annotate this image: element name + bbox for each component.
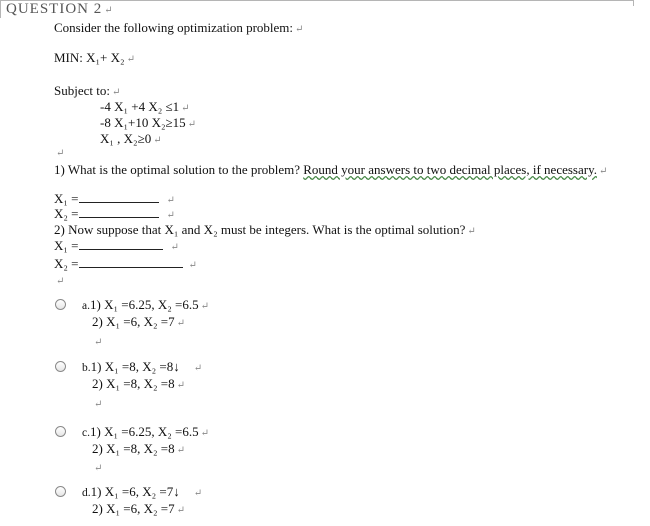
constraint-3: X₁ , X₂≥0 ↵ (100, 131, 162, 146)
blank-line (79, 256, 183, 268)
option-d-line1[interactable]: d.1) X₁ =6, X₂ =7↓ ↵ (82, 484, 203, 499)
option-a-line1[interactable]: a.1) X₁ =6.25, X₂ =6.5 ↵ (82, 297, 209, 312)
answer-blank-x1: X₁ = ↵ (54, 191, 175, 206)
paragraph-mark: ↵ (94, 399, 103, 410)
option-b-radio[interactable] (55, 361, 66, 372)
option-a-radio[interactable] (55, 299, 66, 310)
paragraph-mark: ↵ (56, 148, 65, 159)
frame-left-border (0, 0, 1, 18)
objective-function: MIN: X₁+ X₂ ↵ (54, 50, 135, 65)
constraint-1: -4 X₁ +4 X₂ ≤1 ↵ (100, 99, 190, 114)
part1-question: 1) What is the optimal solution to the problem? Round your answers to two decimal places, if necessary. ↵ (54, 162, 608, 177)
subject-to-label: Subject to: ↵ (54, 83, 121, 98)
paragraph-mark: ↵ (94, 337, 103, 348)
spellcheck-underlined-text: Round your answers to two decimal places, if necessary. (303, 162, 597, 177)
option-d-line2: 2) X₁ =6, X₂ =7 ↵ (92, 501, 185, 516)
option-b-line2: 2) X₁ =8, X₂ =8 ↵ (92, 376, 185, 391)
answer-blank2-x2: X₂ = ↵ (54, 256, 197, 271)
option-a-line2: 2) X₁ =6, X₂ =7 ↵ (92, 314, 185, 329)
question-title: QUESTION 2 ↵ (6, 1, 114, 17)
blank-line (79, 206, 159, 218)
blank-line (79, 238, 163, 250)
answer-blank2-x1: X₁ = ↵ (54, 238, 179, 253)
part2-question: 2) Now suppose that X₁ and X₂ must be integers. What is the optimal solution? ↵ (54, 222, 476, 237)
blank-line (79, 191, 159, 203)
frame-right-border (633, 0, 634, 6)
question-intro: Consider the following optimization problem: ↵ (54, 20, 304, 35)
option-c-line2: 2) X₁ =8, X₂ =8 ↵ (92, 441, 185, 456)
paragraph-mark: ↵ (94, 463, 103, 474)
option-d-radio[interactable] (55, 486, 66, 497)
option-b-line1[interactable]: b.1) X₁ =8, X₂ =8↓ ↵ (82, 359, 203, 374)
paragraph-mark: ↵ (56, 276, 65, 287)
answer-blank-x2: X₂ = ↵ (54, 206, 175, 221)
option-c-line1[interactable]: c.1) X₁ =6.25, X₂ =6.5 ↵ (82, 424, 209, 439)
constraint-2: -8 X₁+10 X₂≥15 ↵ (100, 115, 197, 130)
option-c-radio[interactable] (55, 426, 66, 437)
